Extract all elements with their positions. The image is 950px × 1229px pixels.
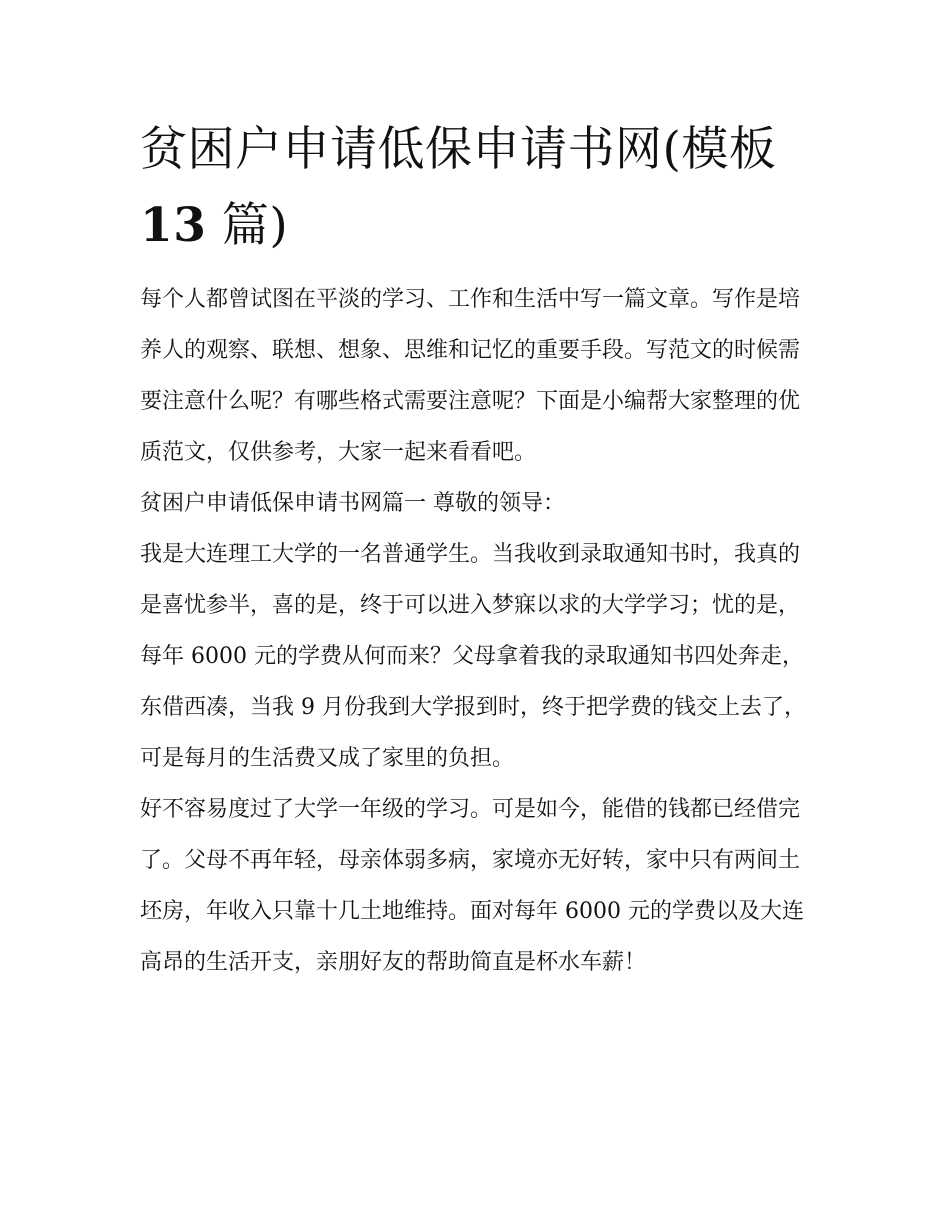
title-number: 13	[140, 198, 207, 253]
document-content	[140, 112, 815, 988]
title-end: 篇)	[221, 198, 289, 253]
paragraph-heading: 贫困户申请低保申请书网篇一 尊敬的领导：	[140, 491, 565, 516]
paragraph-body-2: 好不容易度过了大学一年级的学习。可是如今，能借的钱都已经借完了。父母不再年轻，母亲体弱多病，家境亦无好转，家中只有两间土坯房，年收入只靠十几土地维持。面对每年 6000 元的学费以及大连高昂的生活开支，亲朋好友的帮助简直是杯水车薪！	[140, 797, 804, 975]
title-main: 贫困户申请低保申请书网(模板	[140, 122, 777, 177]
paragraph-body-1: 我是大连理工大学的一名普通学生。当我收到录取通知书时，我真的是喜忧参半，喜的是，终于可以进入梦寐以求的大学学习；忧的是，每年 6000 元的学费从何而来？父母拿着我的录取通知书四处奔走，东借西凑，当我 9 月份我到大学报到时，终于把学费的钱交上去了，可是每月的生活费又成了家里的负担。	[140, 542, 806, 771]
paragraph-intro: 每个人都曾试图在平淡的学习、工作和生活中写一篇文章。写作是培养人的观察、联想、想象、思维和记忆的重要手段。写范文的时候需要注意什么呢？有哪些格式需要注意呢？下面是小编帮大家整理的优质范文，仅供参考，大家一起来看看吧。	[140, 287, 801, 465]
document-title	[140, 112, 815, 264]
